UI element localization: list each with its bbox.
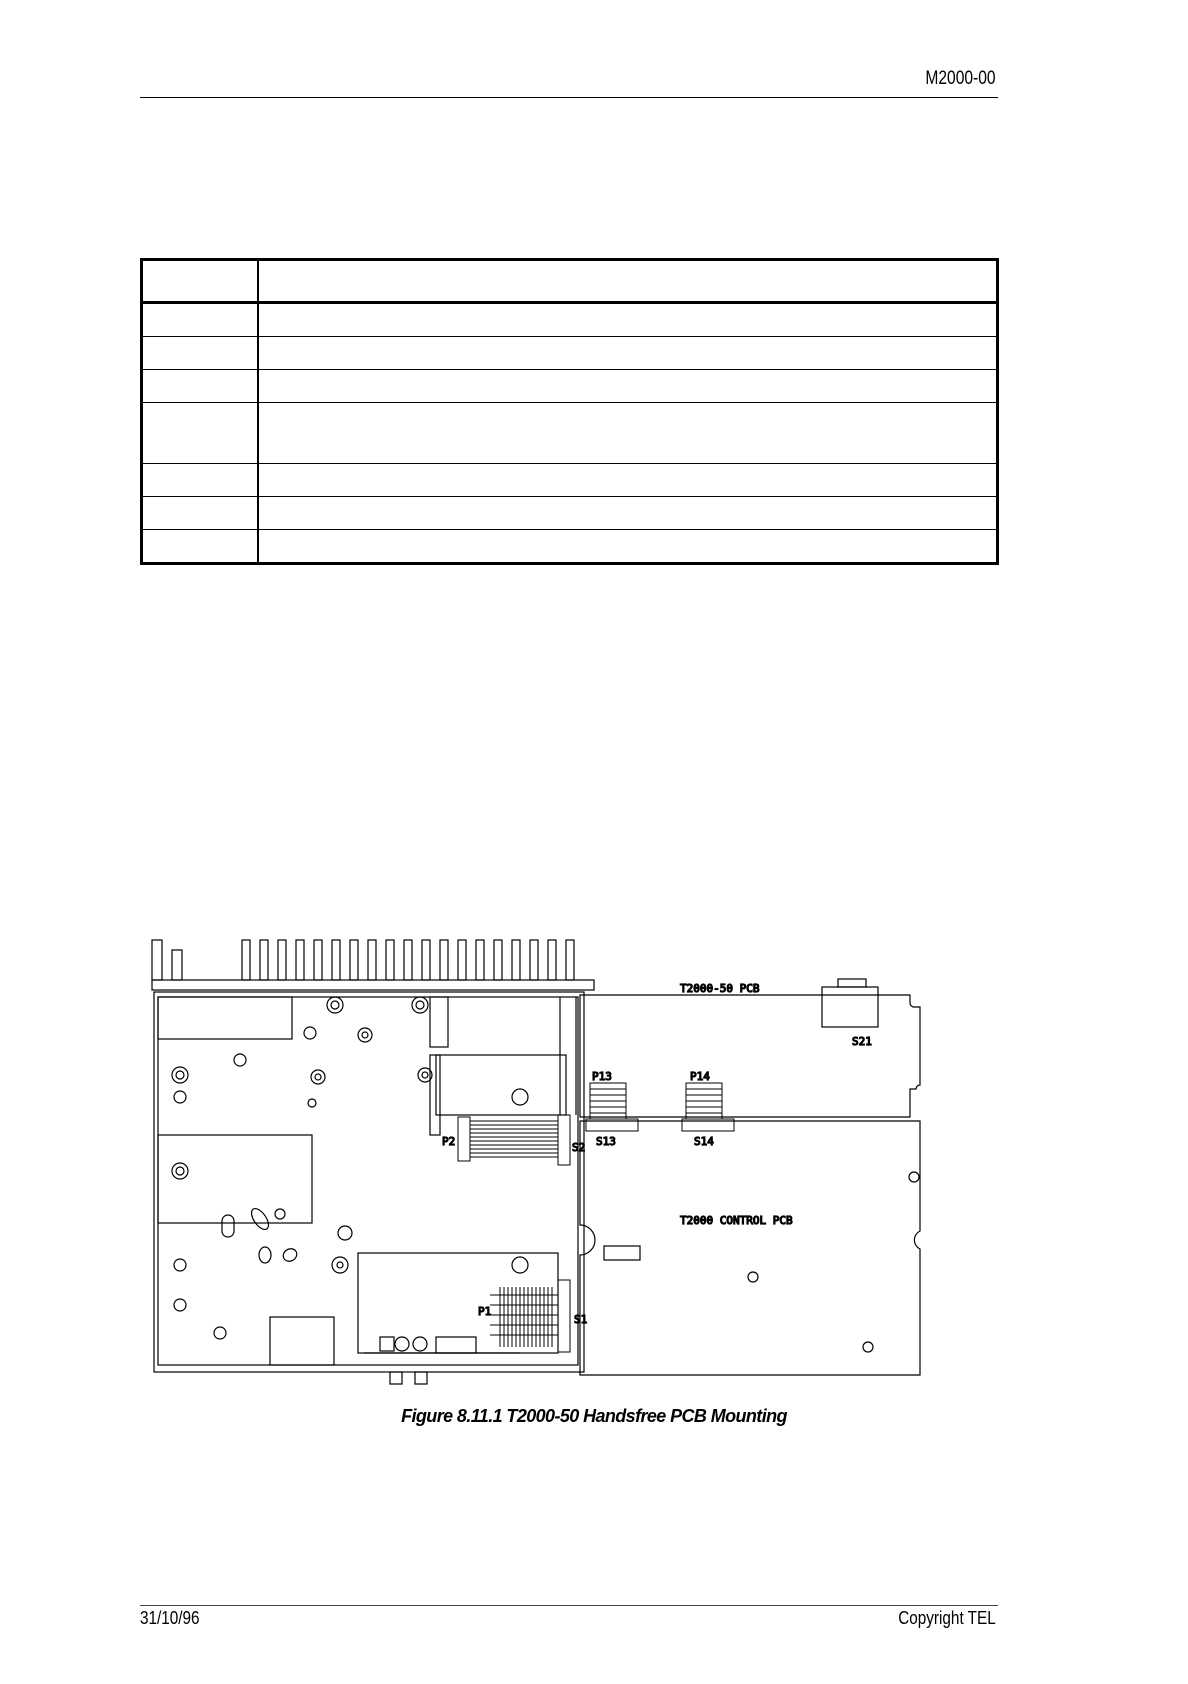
heatsink bbox=[152, 940, 594, 990]
spec-table bbox=[140, 258, 999, 565]
footer-copyright: Copyright TEL bbox=[898, 1608, 996, 1628]
pcb-mounting-figure bbox=[140, 935, 1020, 1390]
table-row bbox=[142, 403, 998, 464]
control-pcb bbox=[580, 1121, 920, 1375]
control-pcb-label: T2000 CONTROL PCB bbox=[680, 1214, 793, 1227]
figure-caption: Figure 8.11.1 T2000-50 Handsfree PCB Mounting bbox=[401, 1406, 787, 1426]
table-row bbox=[142, 530, 998, 564]
p14-label: P14 bbox=[690, 1070, 710, 1083]
s13-label: S13 bbox=[596, 1135, 616, 1148]
footer-date: 31/10/96 bbox=[140, 1608, 200, 1628]
s21-label: S21 bbox=[852, 1035, 872, 1048]
table-row bbox=[142, 303, 998, 337]
footer-rule bbox=[140, 1605, 998, 1606]
table-row bbox=[142, 370, 998, 403]
header-rule bbox=[140, 97, 998, 98]
handsfree-pcb bbox=[580, 979, 920, 1117]
s14-label: S14 bbox=[694, 1135, 714, 1148]
p13-label: P13 bbox=[592, 1070, 612, 1083]
table-header-row bbox=[142, 260, 998, 303]
top-pcb-label: T2000-50 PCB bbox=[680, 982, 760, 995]
p1-label: P1 bbox=[478, 1305, 492, 1318]
p2-label: P2 bbox=[442, 1135, 456, 1148]
s1-label: S1 bbox=[574, 1313, 588, 1326]
table-row bbox=[142, 337, 998, 370]
table-row bbox=[142, 497, 998, 530]
s2-label: S2 bbox=[572, 1141, 586, 1154]
document-code: M2000-00 bbox=[925, 68, 996, 89]
table-row bbox=[142, 464, 998, 497]
